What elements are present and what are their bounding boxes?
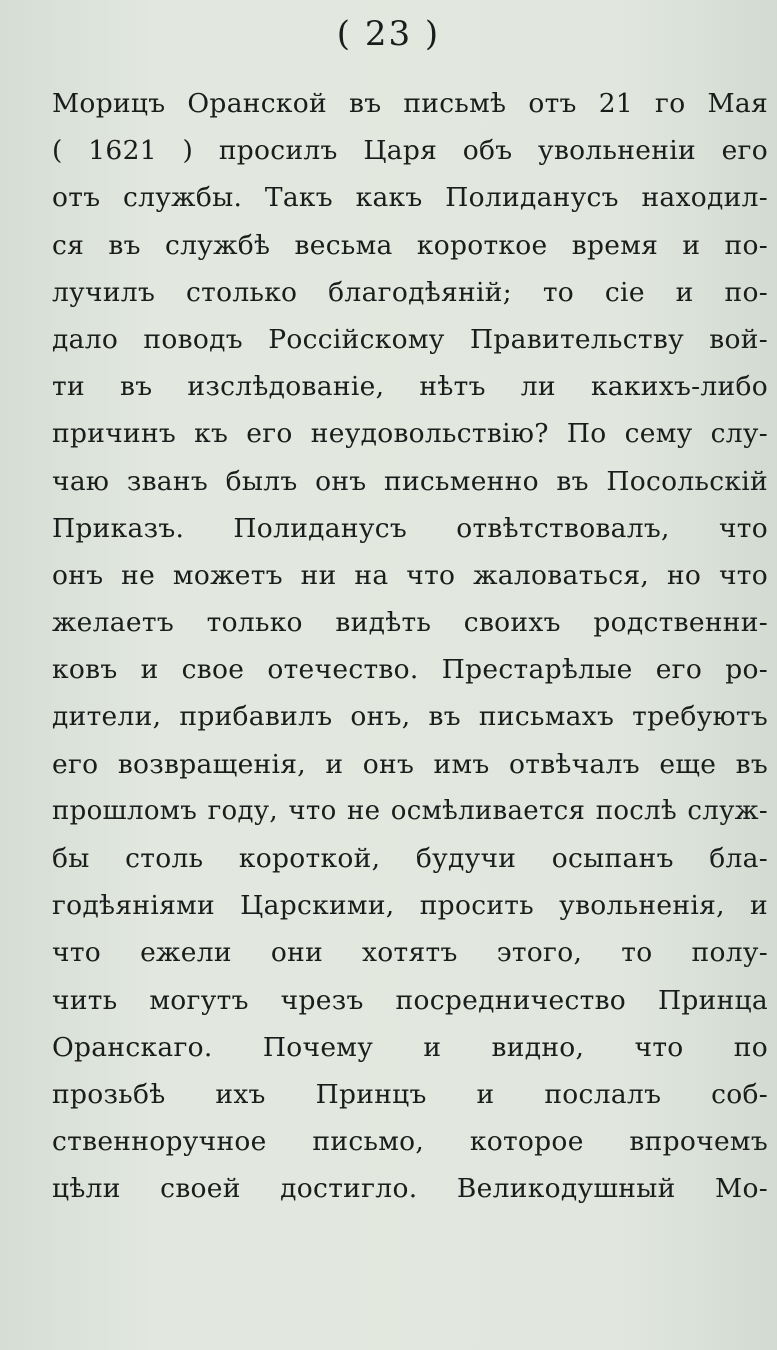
text-line: дители, прибавилъ онъ, въ письмахъ требуютъ: [52, 701, 768, 733]
text-line: ственноручное письмо, которое впрочемъ: [52, 1126, 768, 1158]
text-line: ся въ службѣ весьма короткое время и по-: [52, 229, 768, 261]
body-text: [52, 80, 768, 1213]
text-line: бы столь короткой, будучи осыпанъ бла-: [52, 843, 768, 874]
text-line: причинъ къ его неудовольствію? По сему слу-: [52, 418, 768, 450]
text-line: ти въ изслѣдованіе, нѣтъ ли какихъ-либо: [52, 371, 768, 403]
text-line: чаю званъ былъ онъ письменно въ Посольскій: [52, 465, 768, 497]
text-line: лучилъ столько благодѣяній; то сіе и по-: [52, 276, 768, 308]
text-line: годѣяніями Царскими, просить увольненія, и: [52, 890, 768, 922]
text-line: желаетъ только видѣть своихъ родственни-: [52, 607, 768, 639]
text-line: чить могутъ чрезъ посредничество Принца: [52, 984, 768, 1016]
page-number: ( 23 ): [336, 14, 441, 54]
text-line: отъ службы. Такъ какъ Полиданусъ находил-: [52, 182, 768, 214]
text-line: дало поводъ Россійскому Правительству вой-: [52, 323, 768, 355]
text-line: Оранскаго. Почему и видно, что по: [52, 1031, 768, 1063]
text-line: ковъ и свое отечество. Престарѣлые его ро-: [52, 654, 768, 686]
text-line: прошломъ году, что не осмѣливается послѣ служ-: [52, 795, 768, 826]
text-line: его возвращенія, и онъ имъ отвѣчалъ еще въ: [52, 748, 768, 780]
text-line: что ежели они хотятъ этого, то полу-: [52, 937, 768, 969]
text-line: Морицъ Оранской въ письмѣ отъ 21 го Мая: [52, 88, 768, 119]
text-line: ( 1621 ) просилъ Царя объ увольненіи его: [52, 135, 768, 167]
text-line: прозьбѣ ихъ Принцъ и послалъ соб-: [52, 1078, 768, 1110]
text-line: Приказъ. Полиданусъ отвѣтствовалъ, что: [52, 512, 768, 544]
text-line: цѣли своей достигло. Великодушный Мо-: [52, 1173, 768, 1205]
text-line: онъ не можетъ ни на что жаловаться, но что: [52, 559, 768, 591]
